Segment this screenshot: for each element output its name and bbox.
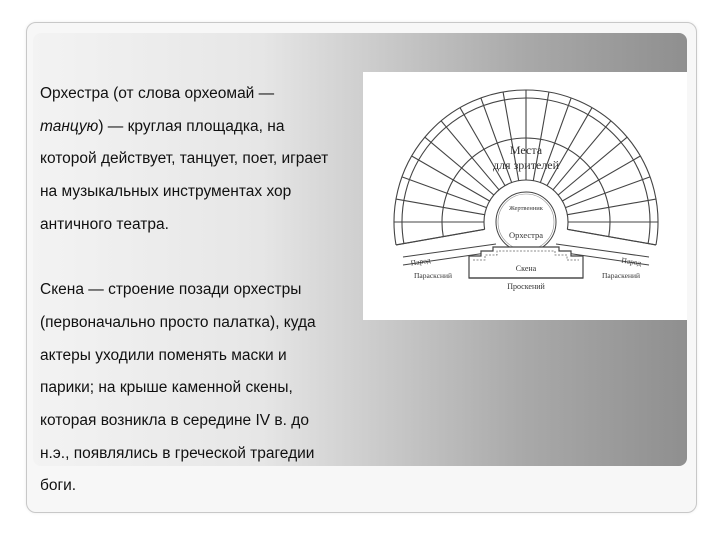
theatre-plan-svg (363, 72, 687, 320)
proskenii-label: Проскений (507, 282, 545, 291)
altar-label: Жертвенник (509, 205, 543, 212)
skena-line-4: парики; на крыше каменной скены, (40, 379, 293, 397)
paraskenii-left-label: Парасксний (414, 271, 452, 280)
orchestra-line-4: на музыкальных инструментах хор (40, 183, 292, 201)
diagram-labels (410, 143, 642, 291)
seats-label-line-2: для зрителей (492, 158, 560, 172)
orchestra-line-5: античного театра. (40, 215, 169, 233)
seats-label-line-1: Места (509, 143, 543, 157)
orchestra-circle (496, 192, 556, 252)
parod-right-label: Парод (620, 255, 642, 268)
seating-edge-line (567, 229, 656, 245)
seating-aisle-line (396, 199, 485, 215)
skena-building (469, 247, 583, 278)
skena-line-7: боги. (40, 477, 77, 495)
skena-line-6: н.э., появлялись в греческой трагедии (40, 444, 315, 462)
orchestra-term: Орхестра (40, 85, 109, 102)
orchestra-line-1: Орхестра (от слова орхеомай — (40, 85, 275, 102)
seating-aisle-line (553, 121, 611, 190)
paraskenii-right-label: Параскений (602, 271, 640, 280)
text-column (40, 78, 370, 503)
seating-aisle-line (567, 199, 656, 215)
skena-line-1: Скена — строение позади орхестры (40, 281, 302, 299)
skena-term: Скена (40, 281, 84, 299)
skena-line-5: которая возникла в середине IV в. до (40, 412, 309, 430)
seating-aisle-line (425, 137, 494, 195)
skena-label: Скена (515, 264, 537, 273)
parod-left-label: Парод (410, 255, 432, 268)
skena-line-3: актеры уходили поменять маски и (40, 346, 287, 364)
orchestra-line-2: танцую) — круглая площадка, на (40, 117, 285, 135)
seating-aisle-line (441, 121, 499, 190)
theatre-diagram (363, 72, 687, 320)
orchestra-label: Орхестра (508, 230, 544, 240)
orchestra-line-3: которой действует, танцует, поет, играет (40, 150, 329, 168)
orchestra-inner-ring (498, 194, 554, 250)
skena-line-2: (первоначально просто палатка), куда (40, 313, 316, 331)
seating-aisle-line (558, 137, 627, 195)
seating-edge-line (396, 229, 485, 245)
